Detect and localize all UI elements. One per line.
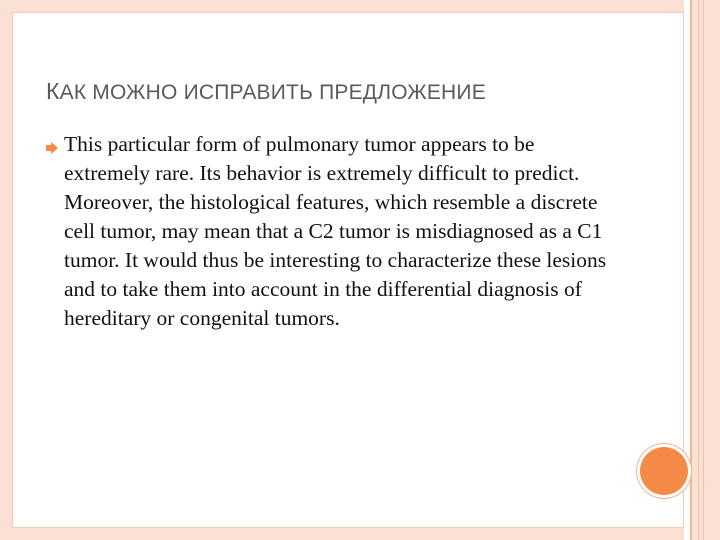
orange-arrow-bullet-icon xyxy=(46,142,58,154)
slide-title-initial: К xyxy=(46,78,60,104)
decorative-stripe xyxy=(698,0,699,540)
decorative-stripe xyxy=(692,0,720,540)
bullet-paragraph: This particular form of pulmonary tumor appears to be extremely rare. Its behavior is extremely difficult to predict. Moreover, the histological features, which resemble a discrete cell tumor, may mean that a C2 tumor is misdiagnosed as a C1 tumor. It would thus be interesting to characterize these lesions and to take them into account in the differential diagnosis of hereditary or congenital tumors. xyxy=(64,132,607,330)
decorative-orange-circle xyxy=(640,447,688,495)
decorative-stripe xyxy=(703,0,704,540)
slide-title-rest: АК МОЖНО ИСПРАВИТЬ ПРЕДЛОЖЕНИЕ xyxy=(59,81,486,104)
slide-title xyxy=(46,78,486,105)
